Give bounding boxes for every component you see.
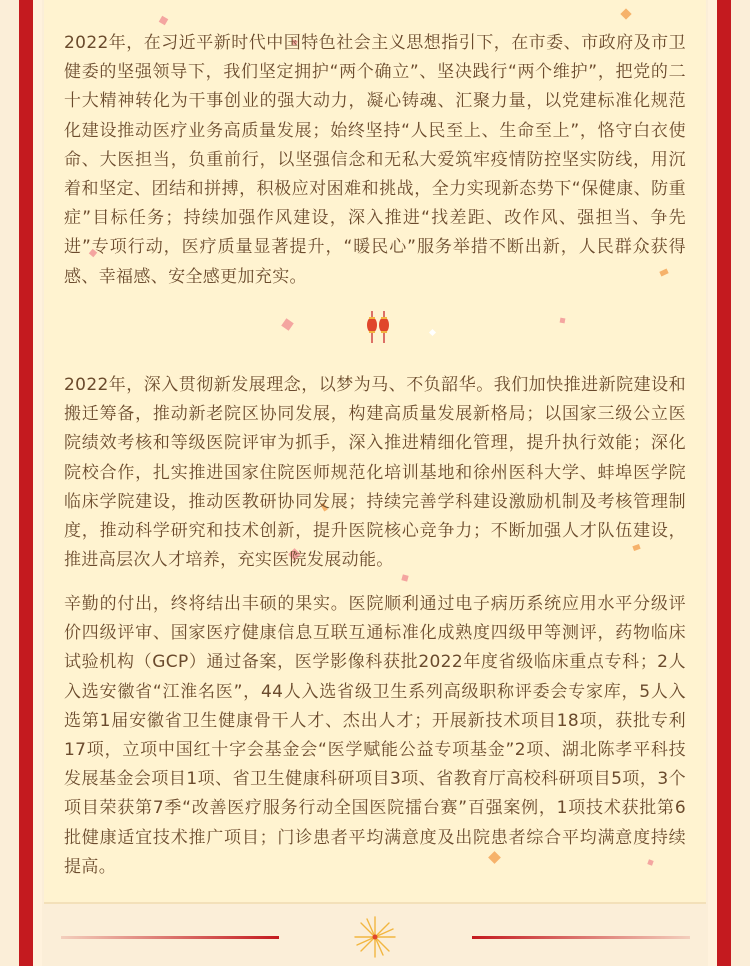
paragraph-intro: 2022年，在习近平新时代中国特色社会主义思想指引下，在市委、市政府及市卫健委的坚强领导下，我们坚定拥护“两个确立”、坚决践行“两个维护”，把党的二十大精神转化为干事创业的强大动力，凝心铸魂、汇聚力量，以党建标准化规范化建设推动医疗业务高质量发展；始终坚持“人民至上、生命至上”，恪守白衣使命、大医担当，负重前行，以坚强信念和无私大爱筑牢疫情防控坚实防线，用沉着和坚定、团结和拼搏，积极应对困难和挑战，全力实现新态势下“保健康、防重症”目标任务；持续加强作风建设，深入推进“找差距、改作风、强担当、争先进”专项行动，医疗质量显著提升，“暖民心”服务举措不断出新，人民群众获得感、幸福感、安全感更加充实。: [64, 33, 686, 287]
frame-border-left: [19, 0, 33, 966]
paragraph-achievements: 辛勤的付出，终将结出丰硕的果实。医院顺利通过电子病历系统应用水平分级评价四级评审、国家医疗健康信息互联互通标准化成熟度四级甲等测评，药物临床试验机构（GCP）通过备案，医学影像科获批2022年度省级临床重点专科；2人入选安徽省“江淮名医”，44人入选省级卫生系列高级职称评委会专家库，5人入选第1届安徽省卫生健康骨干人才、杰出人才；开展新技术项目18项，获批专利17项，立项中国红十字会基金会“医学赋能公益专项基金”2项、湖北陈孝平科技发展基金会项目1项、省卫生健康科研项目3项、省教育厅高校科研项目5项，3个项目荣获第7季“改善医疗服务行动全国医院擂台赛”百强案例，1项技术获批第6批健康适宜技术推广项目；门诊患者平均满意度及出院患者综合平均满意度持续提高。: [64, 594, 686, 877]
lantern-ornament-icon: [365, 309, 393, 345]
firework-icon: [352, 914, 398, 960]
frame-inner-left: [33, 0, 42, 966]
frame-border-right: [717, 0, 731, 966]
confetti-piece: [560, 318, 566, 324]
paragraph-development: 2022年，深入贯彻新发展理念，以梦为马、不负韶华。我们加快推进新院建设和搬迁筹备，推动新老院区协同发展，构建高质量发展新格局；以国家三级公立医院绩效考核和等级医院评审为抓手，深入推进精细化管理，提升执行效能；深化院校合作，扎实推进国家住院医师规范化培训基地和徐州医科大学、蚌埠医学院临床学院建设，推动医教研协同发展；持续完善学科建设激励机制及考核管理制度，推动科学研究和技术创新，提升医院核心竞争力；不断加强人才队伍建设，推进高层次人才培养，充实医院发展动能。: [64, 375, 686, 571]
frame-inner-right: [708, 0, 717, 966]
footer-line-left: [61, 936, 279, 939]
footer-line-right: [472, 936, 690, 939]
